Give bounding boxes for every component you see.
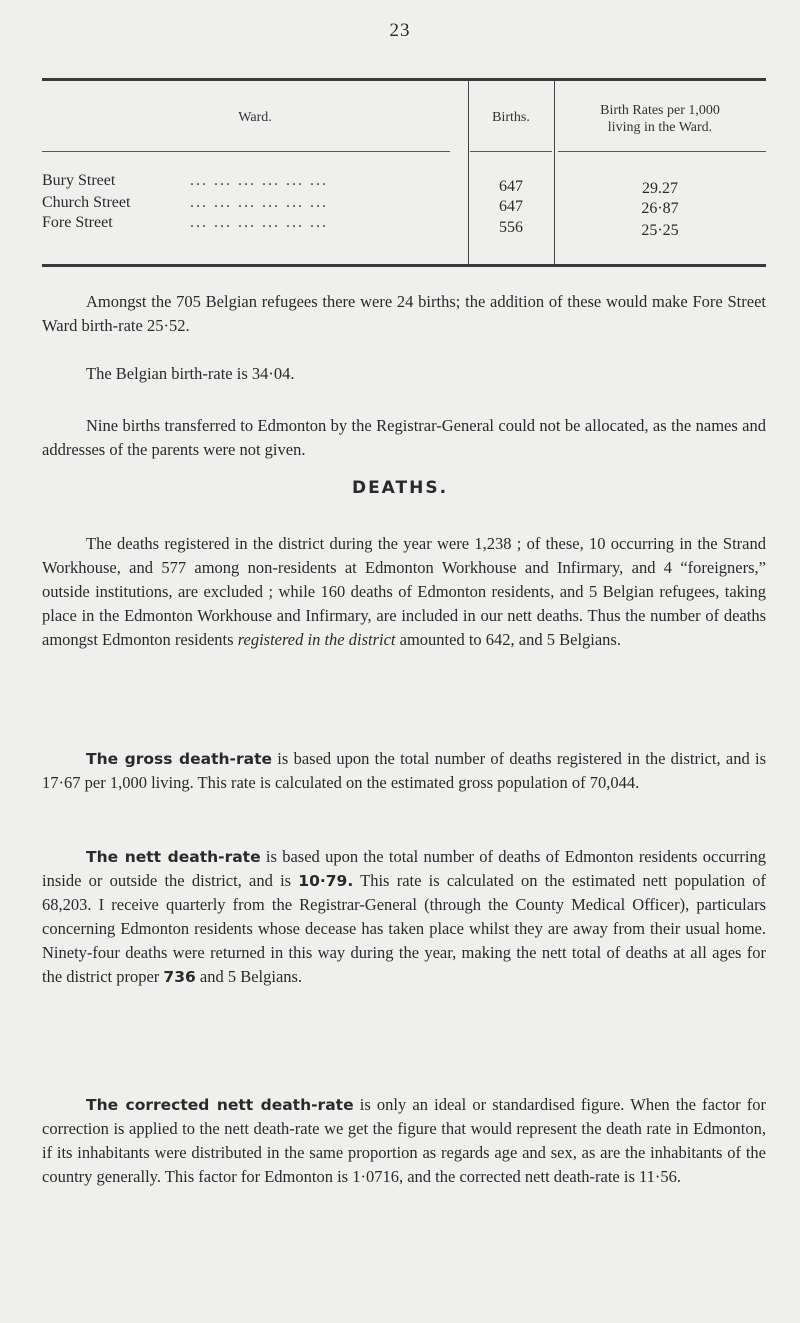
ward-name: Fore Street xyxy=(42,214,113,231)
table-top-rule xyxy=(42,78,766,81)
nett-death-rate-text-a: is based upon the total number of deaths of Edmonton residents occurring inside or outside the district, and is xyxy=(42,847,766,890)
header-birth-rates xyxy=(554,102,766,136)
paragraph-nett-death-rate xyxy=(42,845,766,989)
table-bottom-rule xyxy=(42,264,766,267)
gross-death-rate-text: is based upon the total number of deaths registered in the district, and is 17·67 per 1,000 living. This rate is calculated on the estimated gross population of 70,044. xyxy=(42,749,766,792)
table-header-rule xyxy=(42,151,450,152)
birth-rate-value: 26·87 xyxy=(641,200,679,217)
nett-total-deaths-value: 736 xyxy=(163,968,196,986)
deaths-text-italic: registered in the district xyxy=(237,630,396,649)
ward-name: Bury Street xyxy=(42,172,116,189)
nett-death-rate-text-c: and 5 Belgians. xyxy=(199,967,303,986)
deaths-text-a: The deaths registered in the district during the year were 1,238 ; of these, 10 occurring in the Strand Workhouse, and 577 among non-residents at Edmonton Workhouse and Infirmary, and 4 “foreigners,” outside institutions, are excluded ; while 160 deaths of Edmonton residents, and 5 Belgian refugees, taking place in the Edmonton Workhouse and Infirmary, are included in our nett deaths. Thus the number of deaths amongst Edmonton residents xyxy=(42,534,766,649)
paragraph-gross-death-rate xyxy=(42,747,766,795)
birth-rate-value: 29.27 xyxy=(642,180,678,197)
nett-death-rate-value: 10·79. xyxy=(298,872,354,890)
paragraph-unallocated-births: Nine births transferred to Edmonton by the Registrar-General could not be allocated, as the names and addresses of the parents were not given. xyxy=(42,416,766,459)
deaths-text-b: amounted to 642, and 5 Belgians. xyxy=(399,630,621,649)
birth-rates-table xyxy=(42,78,766,268)
header-birth-rates-line1: Birth Rates per 1,000 xyxy=(600,103,720,118)
table-header-rule xyxy=(470,151,552,152)
paragraph-belgian-rate: The Belgian birth-rate is 34·04. xyxy=(86,364,295,383)
corrected-death-rate-text: is only an ideal or standardised figure. When the factor for correction is applied to the nett death-rate we get the figure that would represent the death rate in Edmonton, if its inhabitants were distributed in the same proportion as regards age and sex, as are the inhabitants of the country generally. This factor for Edmonton is 1·0716, and the corrected nett death-rate is 11·56. xyxy=(42,1095,766,1186)
gross-death-rate-term: The gross death-rate xyxy=(86,750,273,768)
birth-rate-value: 25·25 xyxy=(641,222,679,239)
deaths-heading: DEATHS. xyxy=(351,478,449,498)
paragraph-belgian-births: Amongst the 705 Belgian refugees there were 24 births; the addition of these would make Fore Street Ward birth-rate 25·52. xyxy=(42,292,766,335)
header-births: Births. xyxy=(492,110,530,125)
page-number: 23 xyxy=(389,20,411,41)
leader-dots: ... ... ... ... ... ... xyxy=(190,214,328,231)
corrected-death-rate-term: The corrected nett death-rate xyxy=(86,1096,354,1114)
header-ward: Ward. xyxy=(238,110,272,125)
nett-death-rate-term: The nett death-rate xyxy=(86,848,261,866)
leader-dots: ... ... ... ... ... ... xyxy=(190,172,328,189)
nett-death-rate-text-b: This rate is calculated on the estimated nett population of 68,203. I receive quarterly from the Registrar-General (through the County Medical Officer), particulars concerning Edmonton residents whose decease has taken place whilst they are away from their usual home. Ninety-four deaths were returned in this way during the year, making the nett total of deaths at all ages for the district proper xyxy=(42,871,766,986)
table-header-rule xyxy=(558,151,766,152)
ward-name: Church Street xyxy=(42,194,131,211)
births-value: 647 xyxy=(499,178,523,195)
table-row xyxy=(42,173,462,189)
paragraph-deaths-registered xyxy=(42,532,766,652)
leader-dots: ... ... ... ... ... ... xyxy=(190,194,328,211)
births-value: 556 xyxy=(499,219,523,236)
header-birth-rates-line2: living in the Ward. xyxy=(607,120,713,135)
births-value: 647 xyxy=(499,198,523,215)
table-row xyxy=(42,195,462,211)
table-row xyxy=(42,215,462,231)
paragraph-corrected-death-rate xyxy=(42,1093,766,1189)
